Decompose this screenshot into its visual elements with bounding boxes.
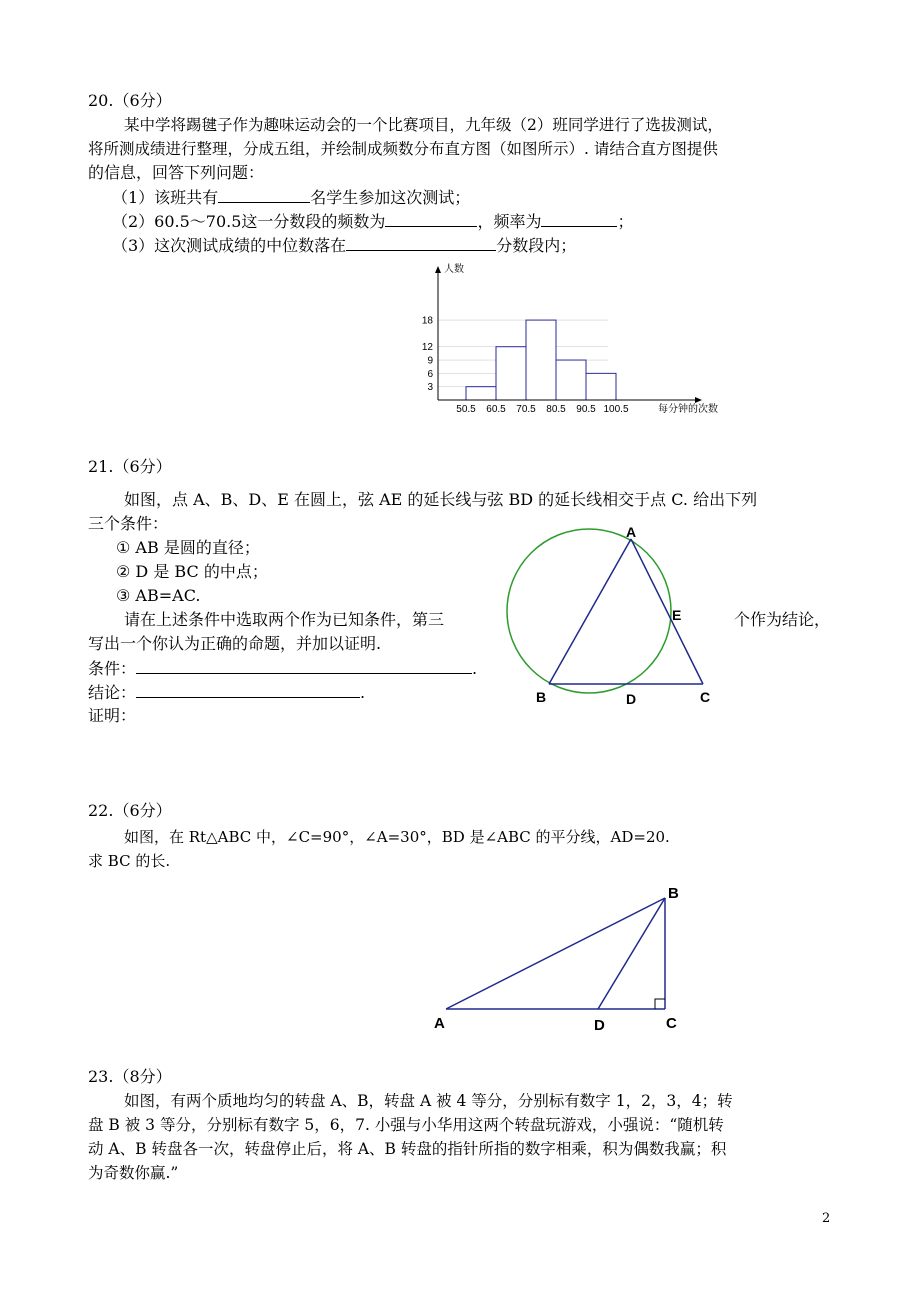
q23-text-line1: 如图，有两个质地均匀的转盘 A、B，转盘 A 被 4 等分，分别标有数字 1，2，3，4；转 bbox=[124, 1092, 733, 1110]
histogram-xlabel: 每分钟的次数 bbox=[658, 404, 718, 415]
q21-condition-1: ① AB 是圆的直径； bbox=[116, 538, 260, 557]
y-tick-label: 18 bbox=[421, 315, 433, 327]
q20-item1-text-a: （1）该班共有 bbox=[112, 188, 219, 207]
y-tick-label: 3 bbox=[427, 382, 433, 394]
x-tick-label: 100.5 bbox=[603, 404, 629, 415]
y-axis-arrow-icon bbox=[435, 266, 441, 273]
q23-text-line2: 盘 B 被 3 等分，分别标有数字 5，6，7. 小强与小华用这两个转盘玩游戏，小强说：“随机转 bbox=[88, 1116, 724, 1134]
histogram-bar bbox=[496, 347, 526, 400]
segment-ac bbox=[631, 539, 703, 684]
q20-item1-text-b: 名学生参加这次测试； bbox=[310, 188, 471, 207]
q20-item3-text-a: （3）这次测试成绩的中位数落在 bbox=[112, 236, 347, 255]
q21-conclusion-blank[interactable] bbox=[136, 681, 360, 698]
q21-text-line2: 三个条件： bbox=[88, 514, 169, 533]
point-a-label: A bbox=[626, 524, 637, 540]
q21-condition-3: ③ AB=AC. bbox=[116, 586, 201, 605]
q20-header: 20.（6分） bbox=[88, 91, 172, 110]
histogram-bar bbox=[526, 320, 556, 400]
right-triangle-figure bbox=[428, 878, 698, 1038]
q22-header: 22.（6分） bbox=[88, 801, 172, 820]
frequency-histogram bbox=[410, 258, 770, 420]
q21-conclusion-label: 结论： bbox=[88, 683, 137, 702]
q21-text-line3a: 请在上述条件中选取两个作为已知条件，第三 bbox=[124, 610, 445, 629]
q23-text-line3: 动 A、B 转盘各一次，转盘停止后，将 A、B 转盘的指针所指的数字相乘，积为偶数我赢；积 bbox=[88, 1140, 727, 1158]
segment-ab bbox=[549, 539, 631, 684]
histogram-bar bbox=[556, 360, 586, 400]
y-tick-label: 9 bbox=[427, 355, 433, 367]
circle-triangle-figure bbox=[500, 520, 730, 712]
q23-text-line4: 为奇数你赢.” bbox=[88, 1164, 179, 1182]
x-tick-label: 80.5 bbox=[546, 404, 566, 415]
point-c-label: C bbox=[700, 689, 711, 705]
histogram-bar bbox=[466, 387, 496, 400]
q22-text-line2: 求 BC 的长. bbox=[88, 852, 171, 870]
q20-item2-text-c: ； bbox=[617, 212, 634, 231]
y-tick-label: 12 bbox=[421, 342, 433, 354]
q20-item2-text-a: （2）60.5～70.5这一分数段的频数为 bbox=[112, 212, 386, 231]
q21-condition-2: ② D 是 BC 的中点； bbox=[116, 562, 268, 581]
q20-item2-blank-frequency[interactable] bbox=[385, 210, 477, 227]
q20-text-line1: 某中学将踢毽子作为趣味运动会的一个比赛项目，九年级（2）班同学进行了选拔测试， bbox=[124, 116, 723, 134]
q23-header: 23.（8分） bbox=[88, 1067, 172, 1086]
q21-condition-label: 条件： bbox=[88, 659, 137, 678]
point-a-label: A bbox=[434, 1015, 445, 1032]
x-tick-label: 60.5 bbox=[486, 404, 506, 415]
circle bbox=[507, 529, 671, 693]
q20-item2 bbox=[112, 210, 633, 233]
q21-proof-label: 证明： bbox=[88, 706, 137, 725]
q21-header: 21.（6分） bbox=[88, 457, 172, 476]
q20-item2-blank-rate[interactable] bbox=[541, 210, 617, 227]
q20-item3-blank[interactable] bbox=[346, 234, 496, 251]
point-d-label: D bbox=[626, 691, 637, 707]
q20-item3 bbox=[112, 234, 576, 257]
y-tick-label: 6 bbox=[427, 368, 433, 380]
point-e-label: E bbox=[672, 607, 682, 623]
q20-text-line2: 将所测成绩进行整理，分成五组，并绘制成频数分布直方图（如图所示）. 请结合直方图提供 bbox=[88, 140, 718, 158]
q20-item1 bbox=[112, 186, 470, 209]
q20-text-line3: 的信息，回答下列问题： bbox=[88, 163, 265, 182]
q20-item2-text-b: ，频率为 bbox=[477, 212, 542, 231]
x-tick-label: 70.5 bbox=[516, 404, 536, 415]
x-axis-arrow-icon bbox=[695, 397, 702, 403]
point-d-label: D bbox=[594, 1017, 605, 1034]
point-b-label: B bbox=[536, 689, 547, 705]
right-angle-mark-icon bbox=[655, 999, 665, 1009]
q21-text-line3b: 个作为结论， bbox=[734, 610, 831, 629]
q21-text-line4: 写出一个你认为正确的命题，并加以证明. bbox=[88, 634, 382, 653]
q21-condition-row bbox=[88, 657, 477, 680]
x-tick-label: 90.5 bbox=[576, 404, 596, 415]
point-b-label: B bbox=[668, 885, 679, 902]
q21-condition-end: . bbox=[472, 659, 478, 678]
q20-item3-text-b: 分数段内； bbox=[496, 236, 577, 255]
x-tick-label: 50.5 bbox=[456, 404, 476, 415]
q21-conclusion-row bbox=[88, 681, 365, 704]
histogram-ylabel: 人数 bbox=[444, 264, 464, 275]
q21-text-line1: 如图，点 A、B、D、E 在圆上，弦 AE 的延长线与弦 BD 的延长线相交于点 C. 给出下列 bbox=[124, 490, 758, 509]
q21-condition-blank[interactable] bbox=[136, 657, 472, 674]
page-number: 2 bbox=[822, 1211, 831, 1226]
histogram-bar bbox=[586, 373, 616, 400]
q22-text-line1: 如图，在 Rt△ABC 中，∠C=90°，∠A=30°，BD 是∠ABC 的平分线，AD=20. bbox=[124, 828, 670, 846]
point-c-label: C bbox=[666, 1015, 677, 1032]
q21-conclusion-end: . bbox=[360, 683, 366, 702]
q20-item1-blank[interactable] bbox=[218, 186, 310, 203]
